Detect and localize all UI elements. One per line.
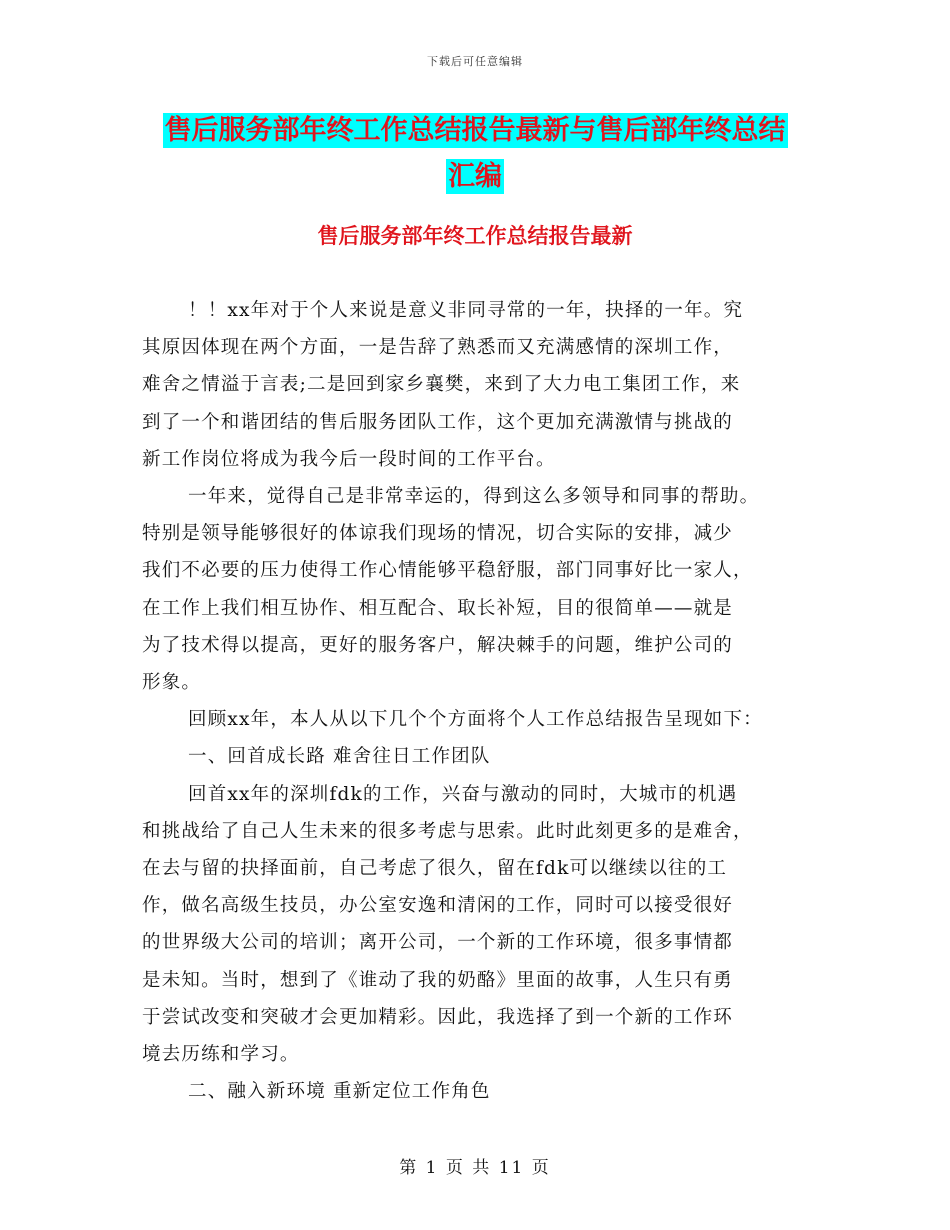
- body-line: 和挑战给了自己人生未来的很多考虑与思索。此时此刻更多的是难舍，: [142, 820, 753, 842]
- document-title: [100, 108, 850, 200]
- body-line: 在去与留的抉择面前，自己考虑了很久，留在fdk可以继续以往的工: [142, 858, 728, 880]
- body-line: 回首xx年的深圳fdk的工作，兴奋与激动的同时，大城市的机遇: [188, 783, 738, 805]
- body-line: 境去历练和学习。: [142, 1044, 300, 1066]
- body-line: 特别是领导能够很好的体谅我们现场的情况，切合实际的安排，减少: [142, 523, 734, 545]
- body-text: [142, 292, 802, 1110]
- body-line: 难舍之情溢于言表;二是回到家乡襄樊，来到了大力电工集团工作，来: [142, 374, 741, 396]
- page-number-footer: 第 1 页 共 11 页: [399, 1158, 551, 1178]
- section-title: 售后服务部年终工作总结报告最新: [317, 224, 633, 248]
- body-line: 在工作上我们相互协作、相互配合、取长补短，目的很简单——就是: [142, 597, 734, 619]
- body-line: 回顾xx年，本人从以下几个个方面将个人工作总结报告呈现如下：: [188, 709, 763, 731]
- document-title-line-1: 售后服务部年终工作总结报告最新与售后部年终总结: [164, 115, 786, 146]
- body-line: 形象。: [142, 672, 202, 694]
- body-line: 于尝试改变和突破才会更加精彩。因此，我选择了到一个新的工作环: [142, 1006, 734, 1028]
- body-line: 其原因体现在两个方面，一是告辞了熟悉而又充满感情的深圳工作，: [142, 337, 734, 359]
- body-line: 一年来，觉得自己是非常幸运的，得到这么多领导和同事的帮助。: [188, 486, 760, 508]
- body-line: 新工作岗位将成为我今后一段时间的工作平台。: [142, 448, 556, 470]
- body-line: 作，做名高级生技员，办公室安逸和清闲的工作，同时可以接受很好: [142, 895, 734, 917]
- subheading-1: 一、回首成长路 难舍往日工作团队: [188, 746, 491, 768]
- body-line: 到了一个和谐团结的售后服务团队工作，这个更加充满激情与挑战的: [142, 411, 734, 433]
- body-line: ！！xx年对于个人来说是意义非同寻常的一年，抉择的一年。究: [188, 300, 744, 321]
- document-title-line-2: 汇编: [448, 161, 502, 192]
- body-line: 我们不必要的压力使得工作心情能够平稳舒服，部门同事好比一家人，: [142, 560, 753, 582]
- body-line: 的世界级大公司的培训；离开公司，一个新的工作环境，很多事情都: [142, 932, 734, 954]
- subheading-2: 二、融入新环境 重新定位工作角色: [188, 1081, 491, 1103]
- body-line: 为了技术得以提高，更好的服务客户，解决棘手的问题，维护公司的: [142, 634, 734, 656]
- body-line: 是未知。当时，想到了《谁动了我的奶酪》里面的故事，人生只有勇: [142, 969, 734, 991]
- page-header-note: 下载后可任意编辑: [427, 55, 523, 68]
